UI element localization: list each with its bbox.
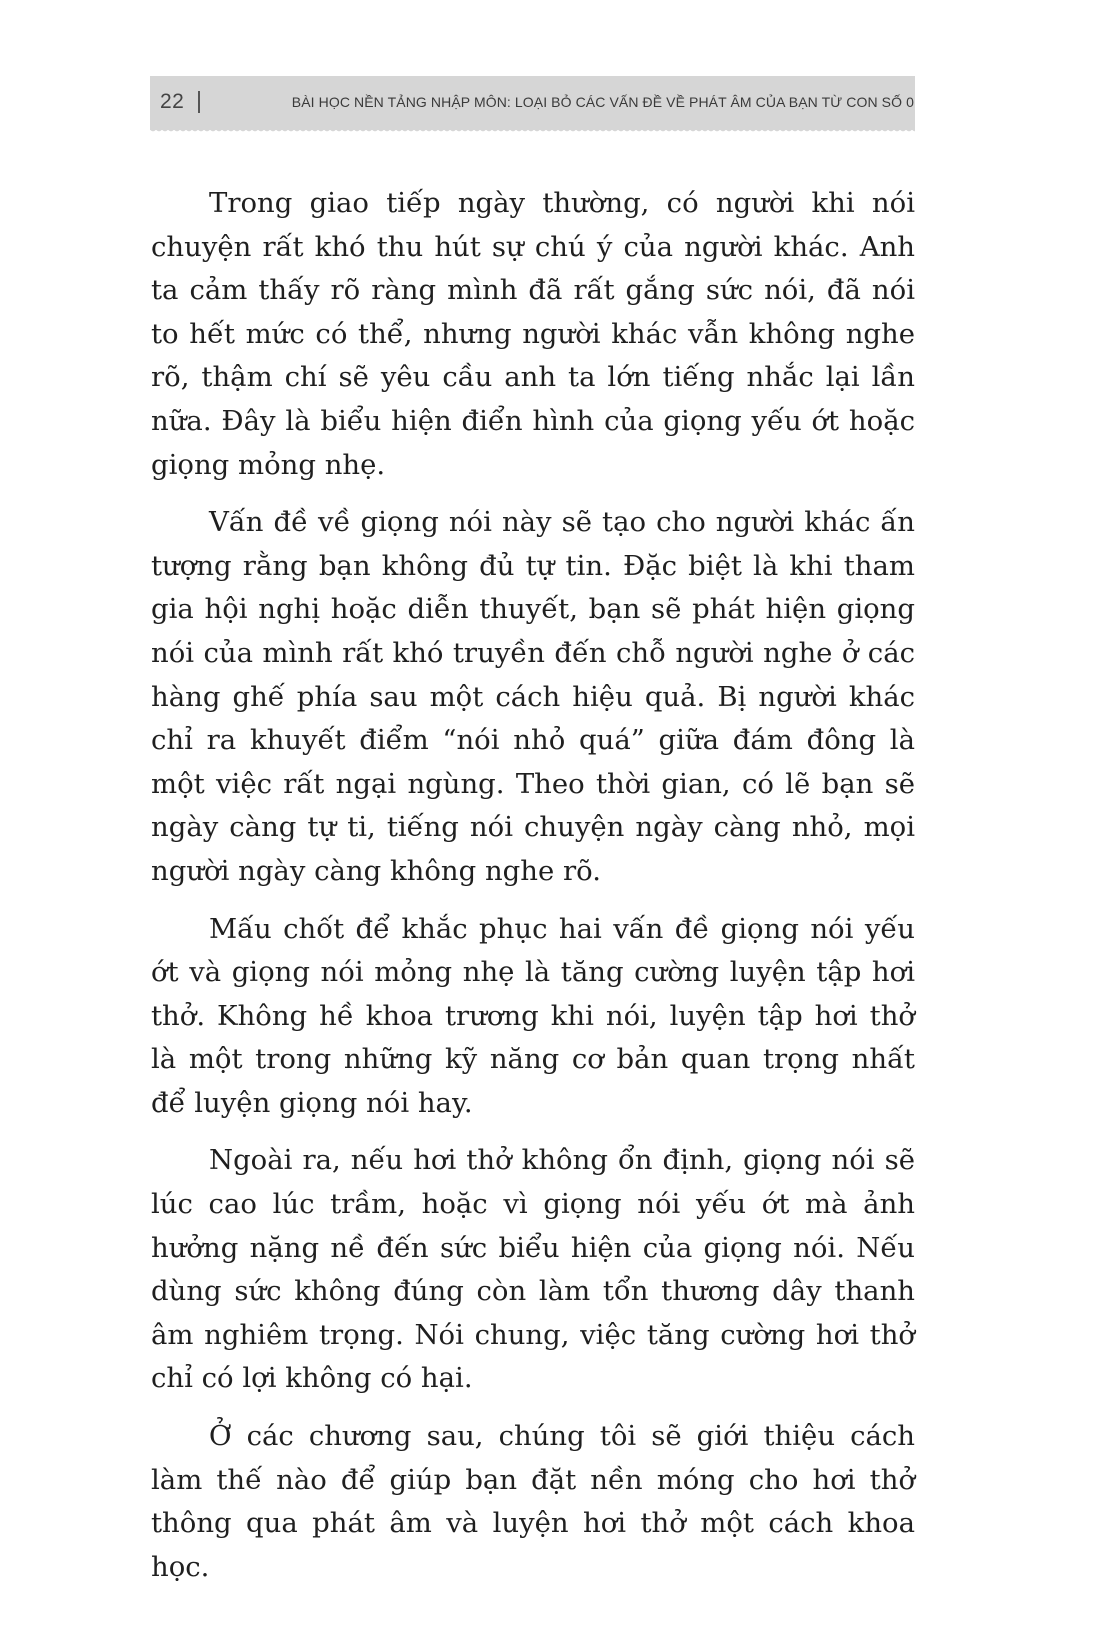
paragraph-2: Vấn đề về giọng nói này sẽ tạo cho người khác ấn tượng rằng bạn không đủ tự tin. Đặc biệt là khi tham gia hội nghị hoặc diễn thuyết, bạn sẽ phát hiện giọng nói của mình rất khó truyền đến chỗ người nghe ở các hàng ghế phía sau một cách hiệu quả. Bị người khác chỉ ra khuyết điểm “nói nhỏ quá” giữa đám đông là một việc rất ngại ngùng. Theo thời gian, có lẽ bạn sẽ ngày càng tự ti, tiếng nói chuyện ngày càng nhỏ, mọi người ngày càng không nghe rõ. (151, 506, 915, 887)
paragraph-1: Trong giao tiếp ngày thường, có người khi nói chuyện rất khó thu hút sự chú ý của người khác. Anh ta cảm thấy rõ ràng mình đã rất gắng sức nói, đã nói to hết mức có thể, nhưng người khác vẫn không nghe rõ, thậm chí sẽ yêu cầu anh ta lớn tiếng nhắc lại lần nữa. Đây là biểu hiện điển hình của giọng yếu ớt hoặc giọng mỏng nhẹ. (151, 187, 915, 481)
page-number: 22 (160, 90, 185, 113)
paragraph-4: Ngoài ra, nếu hơi thở không ổn định, giọng nói sẽ lúc cao lúc trầm, hoặc vì giọng nói yếu ớt mà ảnh hưởng nặng nề đến sức biểu hiện của giọng nói. Nếu dùng sức không đúng còn làm tổn thương dây thanh âm nghiêm trọng. Nói chung, việc tăng cường hơi thở chỉ có lợi không có hại. (151, 1144, 915, 1395)
paragraph-3: Mấu chốt để khắc phục hai vấn đề giọng nói yếu ớt và giọng nói mỏng nhẹ là tăng cường luyện tập hơi thở. Không hề khoa trương khi nói, luyện tập hơi thở là một trong những kỹ năng cơ bản quan trọng nhất để luyện giọng nói hay. (151, 912, 915, 1119)
header-divider (198, 91, 200, 113)
body-text (151, 182, 915, 1603)
running-title: BÀI HỌC NỀN TẢNG NHẬP MÔN: LOẠI BỎ CÁC VẤN ĐỀ VỀ PHÁT ÂM CỦA BẠN TỪ CON SỐ 0 (291, 94, 914, 110)
paragraph-5: Ở các chương sau, chúng tôi sẽ giới thiệu cách làm thế nào để giúp bạn đặt nền móng cho hơi thở thông qua phát âm và luyện hơi thở một cách khoa học. (151, 1420, 915, 1583)
